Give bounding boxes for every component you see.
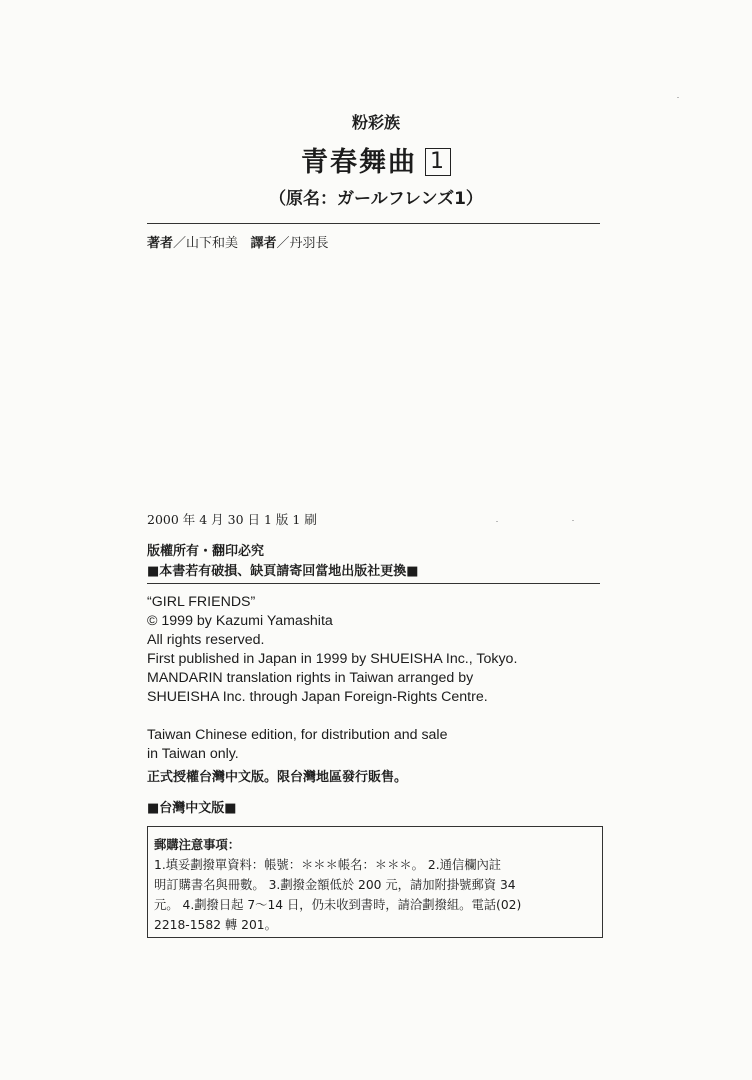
volume-number-box: 1	[425, 148, 451, 176]
english-line-rights: All rights reserved.	[147, 632, 265, 648]
postal-order-notice-box	[147, 826, 603, 938]
translator-label: 譯者	[250, 236, 277, 251]
postal-notice-line: 元。 4.劃撥日起 7～14 日，仍未收到書時，請洽劃撥組。電話(02)	[154, 898, 522, 912]
english-line-copyright: © 1999 by Kazumi Yamashita	[147, 613, 333, 629]
postal-notice-line: 1.填妥劃撥單資料：帳號：＊＊＊帳名：＊＊＊。 2.通信欄內註	[154, 858, 502, 872]
english-line-agency: SHUEISHA Inc. through Japan Foreign-Rights Centre.	[147, 689, 488, 705]
publication-date: 2000 年 4 月 30 日 1 版 1 刷	[147, 512, 317, 527]
official-license-line: 正式授權台灣中文版。限台灣地區發行販售。	[147, 770, 408, 785]
english-line-published: First published in Japan in 1999 by SHUEISHA Inc., Tokyo.	[147, 651, 518, 667]
english-line-distribution: Taiwan Chinese edition, for distribution and sale	[147, 727, 448, 743]
rights-reserved-line: 版權所有・翻印必究	[147, 544, 265, 559]
divider-middle	[147, 583, 600, 584]
damage-notice: ■本書若有破損、缺頁請寄回當地出版社更換■	[147, 564, 419, 579]
credits-line	[147, 232, 329, 251]
scan-speck	[496, 521, 498, 522]
author-label: 著者	[147, 236, 174, 251]
edition-label: ■台灣中文版■	[147, 801, 237, 816]
slash: ／	[173, 236, 187, 251]
slash: ／	[276, 236, 290, 251]
series-name: 粉彩族	[351, 113, 400, 132]
english-line-translation: MANDARIN translation rights in Taiwan arranged by	[147, 670, 474, 686]
translator-name: 丹羽長	[289, 236, 329, 251]
scan-speck	[572, 520, 574, 521]
postal-notice-title: 郵購注意事項：	[154, 838, 241, 852]
original-title: （原名：ガールフレンズ1）	[269, 189, 483, 209]
author-name: 山下和美	[186, 236, 239, 251]
book-title: 青春舞曲	[301, 147, 417, 178]
scan-speck	[677, 97, 679, 98]
book-title-row	[0, 140, 752, 179]
english-line-title: “GIRL FRIENDS”	[147, 594, 256, 610]
divider-top	[147, 223, 600, 224]
postal-notice-line: 2218-1582 轉 201。	[154, 918, 277, 932]
english-line-taiwan-only: in Taiwan only.	[147, 746, 239, 762]
spacer	[238, 236, 250, 251]
postal-notice-line: 明訂購書名與冊數。 3.劃撥金額低於 200 元，請加附掛號郵資 34	[154, 878, 516, 892]
